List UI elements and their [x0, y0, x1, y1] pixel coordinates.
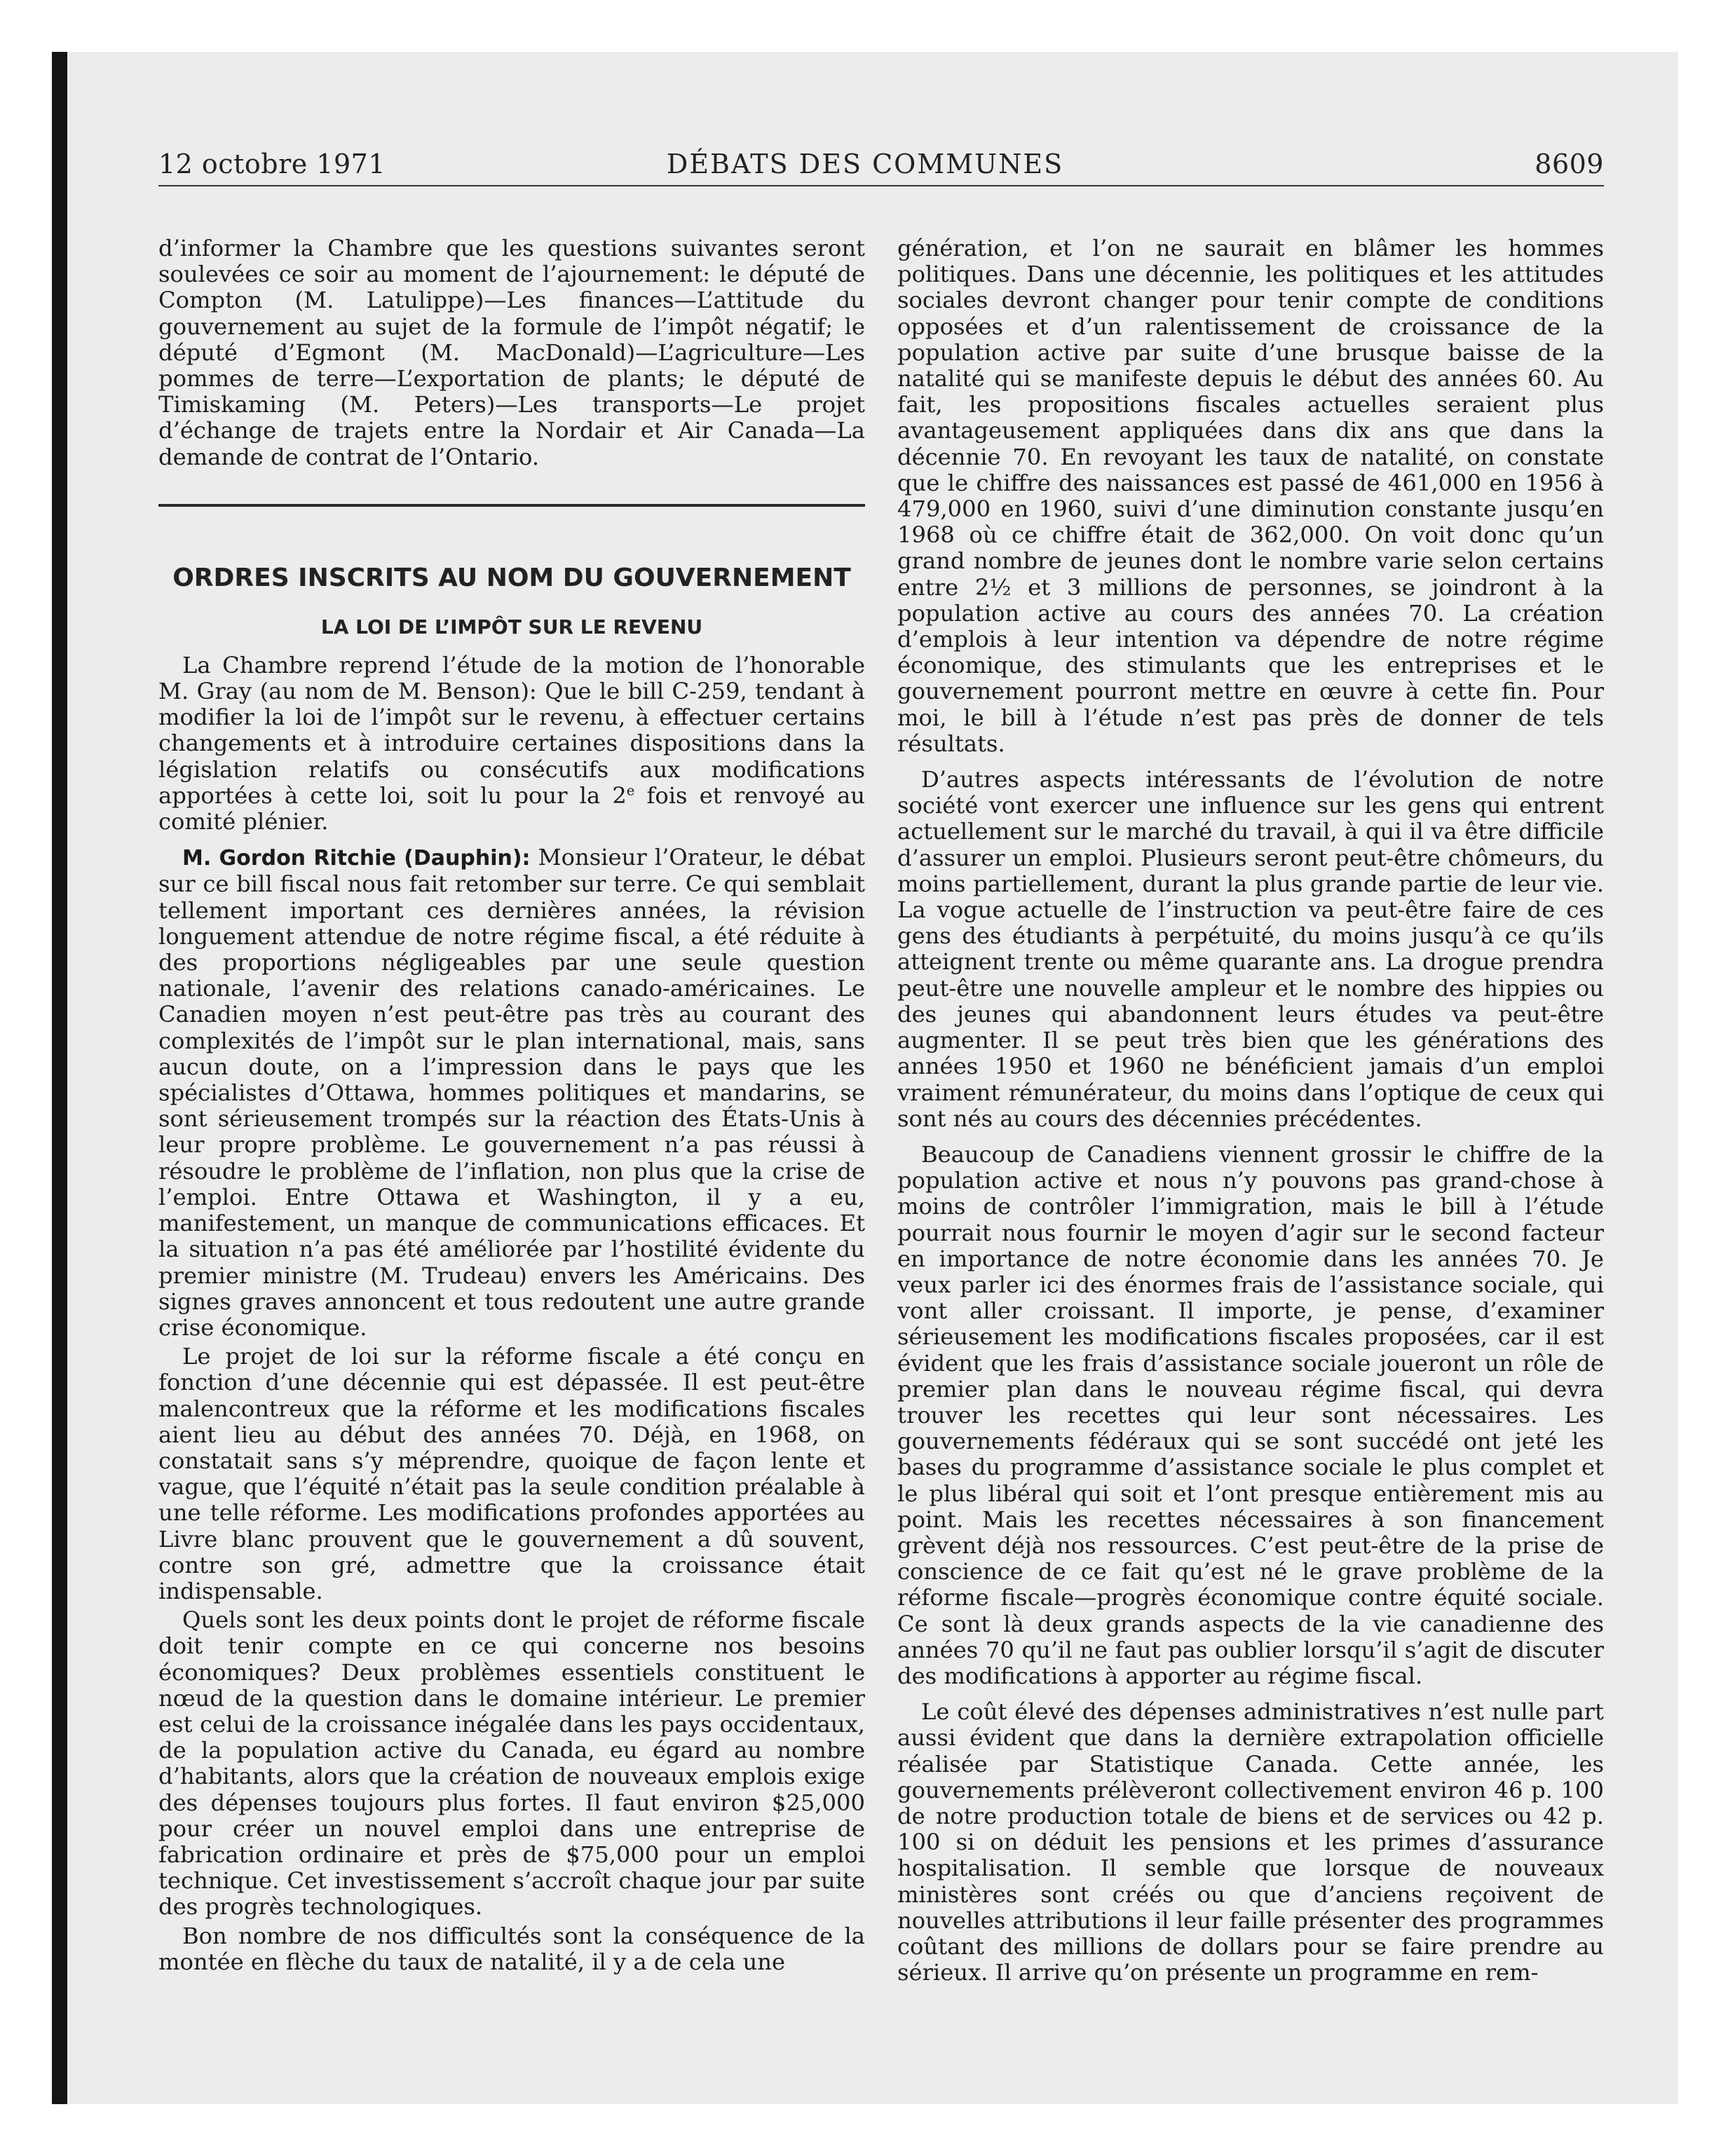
paragraph: Bon nombre de nos difficultés sont la conséquence de la montée en flèche du taux de natalité, il y a de cela une — [158, 1922, 865, 1975]
section-separator — [158, 504, 865, 507]
motion-paragraph — [158, 653, 865, 835]
motion-end: fois et renvoyé au comité plénier. — [158, 782, 865, 835]
header-date: 12 octobre 1971 — [158, 149, 386, 179]
left-column — [158, 236, 865, 1975]
paragraph: Le projet de loi sur la réforme fiscale a été conçu en fonction d’une décennie qui est dépassée. Il est peut-être malencontreux que la réforme et les modifications fiscales aient lieu au début des années 70. Déjà, en 1968, on constatait sans s’y méprendre, quoique de façon lente et vague, que l’équité n’était pas la seule condition préalable à une telle réforme. Les modifications profondes apportées au Livre blanc prouvent que le gouvernement a dû souvent, contre son gré, admettre que la croissance était indispensable. — [158, 1343, 865, 1604]
motion-superscript: e — [626, 782, 635, 799]
paragraph: Le coût élevé des dépenses administratives n’est nulle part aussi évident que dans la dernière extrapolation officielle réalisée par Statistique Canada. Cette année, les gouvernements prélèveront collectivement environ 46 p. 100 de notre production totale de biens et de services ou 42 p. 100 si on déduit les pensions et les primes d’assurance hospitalisation. Il semble que lorsque de nouveaux ministères sont créés ou que d’anciens reçoivent de nouvelles attributions il leur faille présenter des programmes coûtant des millions de dollars pour se faire prendre au sérieux. Il arrive qu’on présente un programme en rem- — [897, 1698, 1604, 1986]
header-title: DÉBATS DES COMMUNES — [666, 149, 1064, 179]
paragraph: D’autres aspects intéressants de l’évolution de notre société vont exercer une influence sur les gens qui entrent actuellement sur le marché du travail, à qui il va être difficile d’assurer un emploi. Plusieurs seront peut-être chômeurs, du moins partiellement, durant la plus grande partie de leur vie. La vogue actuelle de l’instruction va peut-être faire de ces gens des étudiants à perpétuité, du moins jusqu’à ce qu’ils atteignent trente ou même quarante ans. La drogue prendra peut-être une nouvelle ampleur et le nombre des hippies ou des jeunes qui abandonnent leurs études va peut-être augmenter. Il se peut très bien que les générations des années 1950 et 1960 ne bénéficient jamais d’un emploi vraiment rémunérateur, du moins dans l’optique de ceux qui sont nés au cours des décennies précédentes. — [897, 766, 1604, 1132]
subsection-title: LA LOI DE L’IMPÔT SUR LE REVENU — [320, 615, 703, 639]
intro-paragraph: d’informer la Chambre que les questions suivantes seront soulevées ce soir au moment de l’ajournement: le député de Compton (M. Latulippe)—Les finances—L’attitude du gouvernement au sujet de la formule de l’impôt négatif; le député d’Egmont (M. MacDonald)—L’agriculture—Les pommes de terre—L’exportation de plants; le député de Timiskaming (M. Peters)—Les transports—Le projet d’échange de trajets entre la Nordair et Air Canada—La demande de contrat de l’Ontario. — [158, 235, 865, 470]
header-rule — [158, 185, 1604, 186]
speech-paragraph — [158, 845, 865, 1341]
paragraph: Beaucoup de Canadiens viennent grossir le chiffre de la population active et nous n’y pouvons pas grand-chose à moins de contrôler l’immigration, mais le bill à l’étude pourrait nous fournir le moyen d’agir sur le second facteur en importance de notre économie dans les années 70. Je veux parler ici des énormes frais de l’assistance sociale, qui vont aller croissant. Il importe, je pense, d’examiner sérieusement les modifications fiscales proposées, car il est évident que les frais d’assistance sociale joueront un rôle de premier plan dans le nouveau régime fiscal, qui devra trouver les recettes qui leur sont nécessaires. Les gouvernements fédéraux qui se sont succédé ont jeté les bases du programme d’assistance sociale le plus complet et le plus libéral qui soit et l’ont presque entièrement mis au point. Mais les recettes nécessaires à son financement grèvent déjà nos ressources. C’est peut-être de la prise de conscience de ce fait qu’est né le grave problème de la réforme fiscale—progrès économique contre équité sociale. Ce sont là deux grands aspects de la vie canadienne des années 70 qu’il ne faut pas oublier lorsqu’il s’agit de discuter des modifications à apporter au régime fiscal. — [897, 1140, 1604, 1689]
speaker-name: M. Gordon Ritchie (Dauphin): — [182, 846, 531, 871]
scanned-page — [52, 52, 1678, 2104]
paragraph: génération, et l’on ne saurait en blâmer les hommes politiques. Dans une décennie, les politiques et les attitudes sociales devront changer pour tenir compte de conditions opposées et d’un ralentissement de croissance de la population active par suite d’une brusque baisse de la natalité qui se manifeste depuis le début des années 60. Au fait, les propositions fiscales actuelles seraient plus avantageusement appliquées dans dix ans que dans la décennie 70. En revoyant les taux de natalité, on constate que le chiffre des naissances est passé de 461,000 en 1956 à 479,000 en 1960, suivi d’une diminution constante jusqu’en 1968 où ce chiffre était de 362,000. On voit donc qu’un grand nombre de jeunes dont le nombre varie selon certains entre 2½ et 3 millions de personnes, se joindront à la population active au cours des années 70. La création d’emplois à leur intention va dépendre de notre régime économique, des stimulants que les entreprises et le gouvernement pourront mettre en œuvre à cette fin. Pour moi, le bill à l’étude n’est pas près de donner de tels résultats. — [897, 235, 1604, 757]
binding-edge — [52, 52, 67, 2104]
right-column — [897, 236, 1604, 1986]
speech-text: Monsieur l’Orateur, le débat sur ce bill fiscal nous fait retomber sur terre. Ce qui semblait tellement important ces dernières années, la révision longuement attendue de notre régime fiscal, a été réduite à des proportions négligeables par une seule question nationale, l’avenir des relations canado-américaines. Le Canadien moyen n’est peut-être pas très au courant des complexités de l’impôt sur le plan international, mais, sans aucun doute, on a l’impression dans le pays que les spécialistes d’Ottawa, hommes politiques et mandarins, se sont sérieusement trompés sur la réaction des États-Unis à leur propre problème. Le gouvernement n’a pas réussi à résoudre le problème de l’inflation, non plus que la crise de l’emploi. Entre Ottawa et Washington, il y a eu, manifestement, un manque de communications efficaces. Et la situation n’a pas été améliorée par l’hostilité évidente du premier ministre (M. Trudeau) envers les Américains. Des signes graves annoncent et tous redoutent une autre grande crise économique. — [158, 844, 866, 1341]
motion-text: La Chambre reprend l’étude de la motion de l’honorable M. Gray (au nom de M. Benson): Que le bill C-259, tendant à modifier la loi de l’impôt sur le revenu, à effectuer certains changements et à introduire certaines dispositions dans la législation relatifs ou consécutifs aux modifications apportées à cette loi, soit lu pour la 2 — [158, 651, 865, 809]
paragraph: Quels sont les deux points dont le projet de réforme fiscale doit tenir compte en ce qui concerne nos besoins économiques? Deux problèmes essentiels constituent le nœud de la question dans le domaine intérieur. Le premier est celui de la croissance inégalée dans les pays occidentaux, de la population active du Canada, eu égard au nombre d’habitants, alors que la création de nouveaux emplois exige des dépenses toujours plus fortes. Il faut environ $25,000 pour créer un nouvel emploi dans une entreprise de fabrication ordinaire et près de $75,000 pour un emploi technique. Cet investissement s’accroît chaque jour par suite des progrès technologiques. — [158, 1606, 865, 1920]
page-number: 8609 — [1535, 149, 1604, 179]
section-title: ORDRES INSCRITS AU NOM DU GOUVERNEMENT — [172, 563, 851, 592]
